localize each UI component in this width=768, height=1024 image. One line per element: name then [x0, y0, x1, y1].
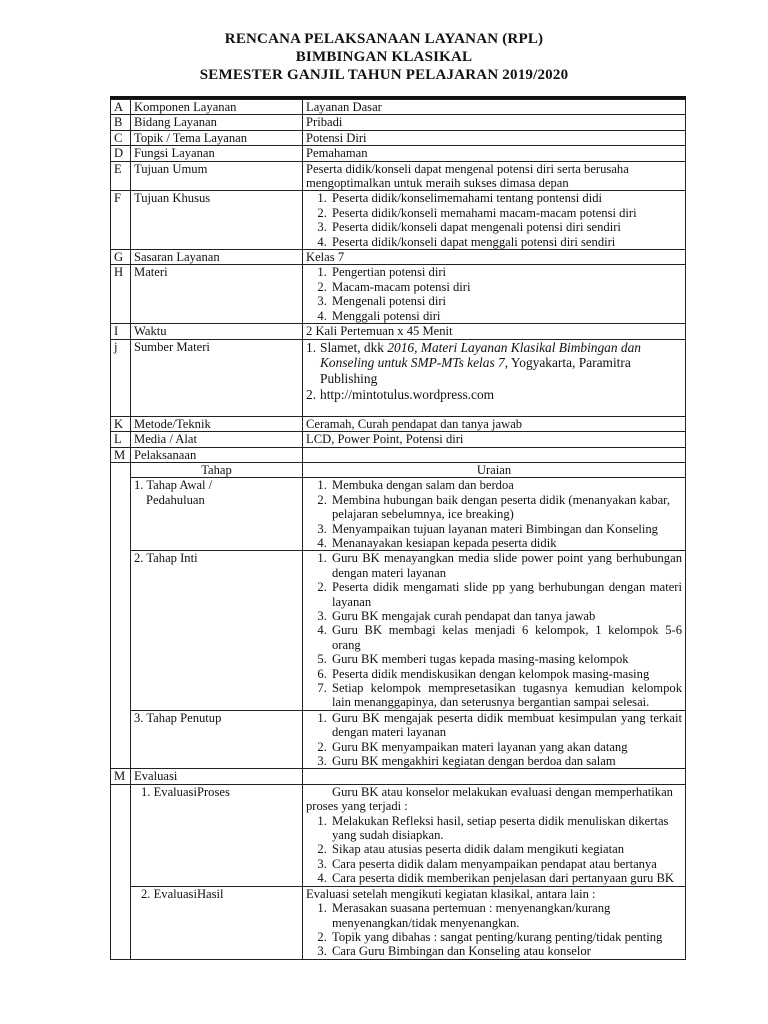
row-evaluasi	[111, 769, 686, 784]
row-label: Evaluasi	[131, 769, 303, 784]
evaluasi-proses-label: 1. EvaluasiProses	[131, 784, 303, 886]
row-key: K	[111, 416, 131, 431]
row-value	[303, 191, 686, 250]
row-key: B	[111, 115, 131, 130]
list-item: 3. Mengenali potensi diri	[330, 294, 682, 308]
evaluasi-hasil-intro: Evaluasi setelah mengikuti kegiatan klasikal, antara lain :	[306, 886, 596, 901]
list-item: 2. Macam-macam potensi diri	[330, 280, 682, 294]
row-key: E	[111, 161, 131, 191]
row-key: D	[111, 146, 131, 161]
row-key: L	[111, 432, 131, 447]
source-entry-1	[306, 340, 682, 387]
list-item: 2. Membina hubungan baik dengan peserta didik (menanyakan kabar, pelajaran sebelumnya, ice breaking)	[330, 493, 682, 522]
tahap-awal-label	[131, 478, 303, 551]
list-item: 1. Pengertian potensi diri	[330, 265, 682, 279]
rpl-table	[110, 99, 686, 960]
row-value: Potensi Diri	[303, 130, 686, 145]
row-key	[111, 462, 131, 769]
tahap-penutup-label: 3. Tahap Penutup	[131, 710, 303, 769]
evaluasi-proses-row	[111, 784, 686, 886]
tahap-inti-uraian	[303, 551, 686, 710]
list-item: 3. Guru BK mengajak curah pendapat dan tanya jawab	[330, 609, 682, 623]
row-label: Tujuan Khusus	[131, 191, 303, 250]
list-item: 3. Guru BK mengakhiri kegiatan dengan berdoa dan salam	[330, 754, 682, 768]
source-title: 2016, Materi Layanan Klasikal Bimbingan dan Konseling untuk SMP-MTs kelas 7	[320, 339, 641, 371]
row-key	[111, 784, 131, 959]
tujuan-khusus-list	[306, 191, 682, 249]
row-waktu	[111, 324, 686, 339]
row-pelaksanaan	[111, 447, 686, 462]
list-item: 1. Membuka dengan salam dan berdoa	[330, 478, 682, 492]
row-tujuan-khusus	[111, 191, 686, 250]
evaluasi-proses-intro: Guru BK atau konselor melakukan evaluasi dengan memperhatikan proses yang terjadi :	[306, 784, 673, 814]
list-item: 1. Merasakan suasana pertemuan : menyenangkan/kurang menyenangkan/tidak menyenangkan.	[330, 901, 682, 930]
tahap-inti-row	[111, 551, 686, 710]
tahap-awal-uraian	[303, 478, 686, 551]
source-text	[320, 340, 682, 387]
row-value	[303, 769, 686, 784]
row-label: Topik / Tema Layanan	[131, 130, 303, 145]
list-item: 3. Cara peserta didik dalam menyampaikan pendapat atau bertanya	[330, 857, 682, 871]
row-value: 2 Kali Pertemuan x 45 Menit	[303, 324, 686, 339]
row-value: Pribadi	[303, 115, 686, 130]
row-label: Sumber Materi	[131, 339, 303, 416]
column-header-uraian: Uraian	[303, 462, 686, 477]
row-label: Waktu	[131, 324, 303, 339]
list-item: 3. Menyampaikan tujuan layanan materi Bimbingan dan Konseling	[330, 522, 682, 536]
list-item: 7. Setiap kelompok mempresetasikan tugasnya kemudian kelompok lain menanggapinya, dan seterusnya bergantian sampai selesai.	[330, 681, 682, 710]
row-key: I	[111, 324, 131, 339]
evaluasi-proses-uraian	[303, 784, 686, 886]
document-title-line1: RENCANA PELAKSANAAN LAYANAN (RPL)	[224, 31, 544, 47]
row-value: Kelas 7	[303, 250, 686, 265]
row-label: Media / Alat	[131, 432, 303, 447]
row-value	[303, 265, 686, 324]
row-value: LCD, Power Point, Potensi diri	[303, 432, 686, 447]
list-item: 4. Cara peserta didik memberikan penjelasan dari pertanyaan guru BK	[330, 871, 682, 885]
list-item: 2. Peserta didik mengamati slide pp yang berhubungan dengan materi layanan	[330, 580, 682, 609]
evaluasi-proses-list	[306, 814, 682, 886]
row-value: Ceramah, Curah pendapat dan tanya jawab	[303, 416, 686, 431]
row-sumber-materi	[111, 339, 686, 416]
row-value	[303, 339, 686, 416]
row-komponen	[111, 100, 686, 115]
row-value	[303, 447, 686, 462]
row-key: H	[111, 265, 131, 324]
row-key: C	[111, 130, 131, 145]
tahap-awal-row	[111, 478, 686, 551]
row-key: G	[111, 250, 131, 265]
document-title-line3: SEMESTER GANJIL TAHUN PELAJARAN 2019/2020	[199, 67, 569, 83]
list-item: 6. Peserta didik mendiskusikan dengan kelompok masing-masing	[330, 667, 682, 681]
row-key: M	[111, 447, 131, 462]
list-item: 2. Sikap atau atusias peserta didik dalam mengikuti kegiatan	[330, 842, 682, 856]
document-title-line2: BIMBINGAN KLASIKAL	[295, 49, 473, 65]
list-item: 2. Guru BK menyampaikan materi layanan yang akan datang	[330, 740, 682, 754]
row-media	[111, 432, 686, 447]
row-metode	[111, 416, 686, 431]
list-item: 1. Peserta didik/konselimemahami tentang pontensi didi	[330, 191, 682, 205]
source-number: 1.	[306, 339, 317, 355]
evaluasi-hasil-row	[111, 886, 686, 959]
list-item: 1. Guru BK menayangkan media slide power point yang berhubungan dengan materi layanan	[330, 551, 682, 580]
list-item: 2. Topik yang dibahas : sangat penting/kurang penting/tidak penting	[330, 930, 682, 944]
row-key: F	[111, 191, 131, 250]
row-label: Sasaran Layanan	[131, 250, 303, 265]
evaluasi-hasil-uraian	[303, 886, 686, 959]
list-item: 4. Peserta didik/konseli dapat menggali potensi diri sendiri	[330, 235, 682, 249]
source-link[interactable]: http://mintotulus.wordpress.com	[320, 386, 495, 402]
row-label: Pelaksanaan	[131, 447, 303, 462]
list-item: 5. Guru BK memberi tugas kepada masing-masing kelompok	[330, 652, 682, 666]
tahap-penutup-uraian	[303, 710, 686, 769]
pelaksanaan-header-row	[111, 462, 686, 477]
row-label: Metode/Teknik	[131, 416, 303, 431]
list-item: 1. Guru BK mengajak peserta didik membuat kesimpulan yang terkait dengan materi layanan	[330, 711, 682, 740]
tahap-inti-label: 2. Tahap Inti	[131, 551, 303, 710]
row-key: A	[111, 100, 131, 115]
row-sasaran	[111, 250, 686, 265]
row-label: Komponen Layanan	[131, 100, 303, 115]
list-item: 2. Peserta didik/konseli memahami macam-macam potensi diri	[330, 206, 682, 220]
list-item: 3. Cara Guru Bimbingan dan Konseling atau konselor	[330, 944, 682, 958]
row-materi	[111, 265, 686, 324]
evaluasi-hasil-label: 2. EvaluasiHasil	[131, 886, 303, 959]
evaluasi-hasil-list	[306, 901, 682, 959]
tahap-label-line: 1. Tahap Awal /	[134, 478, 213, 493]
source-publisher: , Yogyakarta, Paramitra Publishing	[320, 355, 631, 387]
row-topik	[111, 130, 686, 145]
row-label: Bidang Layanan	[131, 115, 303, 130]
list-item: 4. Menanayakan kesiapan kepada peserta didik	[330, 536, 682, 550]
tahap-awal-list	[306, 478, 682, 550]
column-header-tahap: Tahap	[131, 462, 303, 477]
source-number: 2.	[306, 386, 317, 402]
tahap-label-line: Pedahuluan	[146, 492, 205, 507]
row-tujuan-umum	[111, 161, 686, 191]
source-author: Slamet, dkk	[320, 339, 388, 355]
row-label: Tujuan Umum	[131, 161, 303, 191]
row-label: Fungsi Layanan	[131, 146, 303, 161]
list-item: 1. Melakukan Refleksi hasil, setiap peserta didik menuliskan dikertas yang sudah disiapkan.	[330, 814, 682, 843]
row-bidang	[111, 115, 686, 130]
row-fungsi	[111, 146, 686, 161]
source-entry-2	[306, 387, 682, 403]
tahap-penutup-row	[111, 710, 686, 769]
tahap-inti-list	[306, 551, 682, 709]
list-item: 4. Menggali potensi diri	[330, 309, 682, 323]
tahap-penutup-list	[306, 711, 682, 769]
row-label: Materi	[131, 265, 303, 324]
row-value: Peserta didik/konseli dapat mengenal potensi diri serta berusaha mengoptimalkan untuk meraih sukses dimasa depan	[303, 161, 686, 191]
row-value: Layanan Dasar	[303, 100, 686, 115]
materi-list	[306, 265, 682, 323]
row-value: Pemahaman	[303, 146, 686, 161]
row-key: j	[111, 339, 131, 416]
row-key: M	[111, 769, 131, 784]
list-item: 4. Guru BK membagi kelas menjadi 6 kelompok, 1 kelompok 5-6 orang	[330, 623, 682, 652]
list-item: 3. Peserta didik/konseli dapat mengenali potensi diri sendiri	[330, 220, 682, 234]
